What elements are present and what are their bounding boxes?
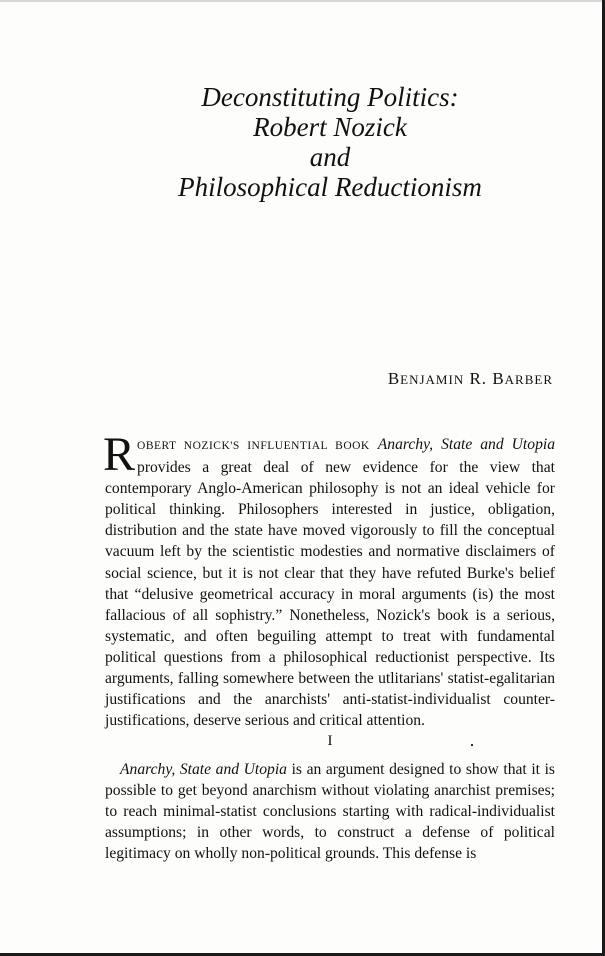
author-first-rest: ENJAMIN: [400, 372, 465, 387]
title-line-4: Philosophical Reductionism: [178, 172, 482, 202]
author-last-rest: ARBER: [504, 372, 553, 387]
section-one-text: is an argument designed to show that it is possible to get beyond anarchism without violating anarchist premises; to reach minimal-statist conclusions starting with radical-individualist assumptions; in other words, to construct a defense of political legitimacy on wholly non-political grounds. This defense is: [105, 761, 555, 863]
book-title-section: Anarchy, State and Utopia: [120, 761, 287, 778]
section-one-paragraph: [105, 759, 555, 864]
scan-speck: [471, 744, 473, 746]
title-line-2: Robert Nozick: [253, 112, 407, 142]
author-last-initial: B: [492, 369, 505, 388]
author-first-initial: B: [387, 369, 401, 388]
article-title: [105, 82, 555, 202]
book-title-intro: Anarchy, State and Utopia: [377, 436, 555, 453]
title-line-3: and: [309, 142, 351, 172]
lead-smallcaps: OBERT NOZICK'S INFLUENTIAL BOOK: [137, 440, 370, 452]
drop-cap: R: [103, 428, 136, 481]
author-middle: R.: [469, 369, 488, 388]
title-line-1: Deconstituting Politics:: [201, 82, 459, 112]
scan-edge-top: [0, 0, 605, 2]
intro-paragraph: [103, 428, 555, 731]
author-byline: [388, 369, 553, 389]
intro-text: provides a great deal of new evidence for the view that contemporary Anglo-American philosophy is not an ideal vehicle for political thinking. Philosophers interested in justice, obligation, distribution and the state have moved vigorously to fill the conceptual vacuum left by the scientistic modesties and normative disclaimers of social science, but it is not clear that they have refuted Burke's belief that “delusive geometrical accuracy in moral arguments (is) the most fallacious of all sophistry.” Nonetheless, Nozick's book is a serious, systematic, and often beguiling attempt to treat with fundamental political questions from a philosophical reductionist perspective. Its arguments, falling somewhere between the utlitarians' statist-egalitarian justifications and the anarchists' anti-statist-individualist counter-justifications, deserve serious and critical attention.: [105, 459, 555, 730]
section-heading: I: [327, 733, 333, 749]
